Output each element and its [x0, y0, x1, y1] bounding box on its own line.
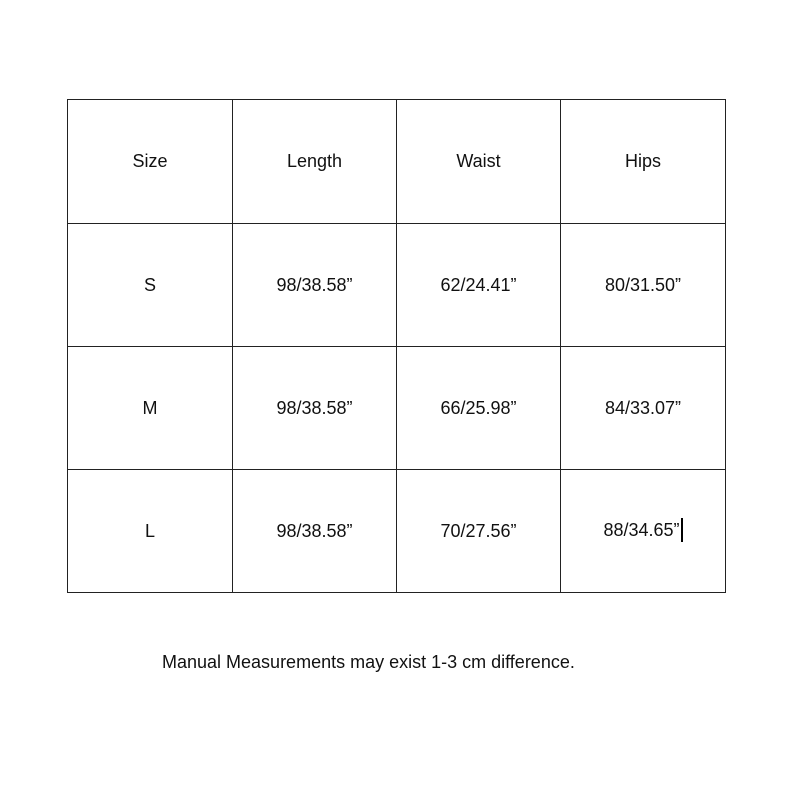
- length-cell: 98/38.58”: [233, 347, 397, 470]
- hips-value: 88/34.65”: [603, 519, 680, 540]
- table-header-row: [68, 100, 726, 224]
- header-length: Length: [233, 100, 397, 224]
- size-cell: M: [68, 347, 233, 470]
- size-cell: S: [68, 224, 233, 347]
- length-cell: 98/38.58”: [233, 470, 397, 593]
- waist-cell: 66/25.98”: [397, 347, 561, 470]
- table-row: [68, 347, 726, 470]
- table-row: [68, 470, 726, 593]
- header-size: Size: [68, 100, 233, 224]
- header-hips: Hips: [561, 100, 726, 224]
- text-cursor: [681, 518, 683, 542]
- hips-cell: 84/33.07”: [561, 347, 726, 470]
- size-chart-table: [67, 99, 726, 593]
- table-row: [68, 224, 726, 347]
- waist-cell: 62/24.41”: [397, 224, 561, 347]
- hips-cell-editable[interactable]: [561, 470, 726, 593]
- measurement-footnote: Manual Measurements may exist 1-3 cm difference.: [162, 652, 575, 672]
- waist-cell: 70/27.56”: [397, 470, 561, 593]
- length-cell: 98/38.58”: [233, 224, 397, 347]
- size-cell: L: [68, 470, 233, 593]
- hips-cell: 80/31.50”: [561, 224, 726, 347]
- header-waist: Waist: [397, 100, 561, 224]
